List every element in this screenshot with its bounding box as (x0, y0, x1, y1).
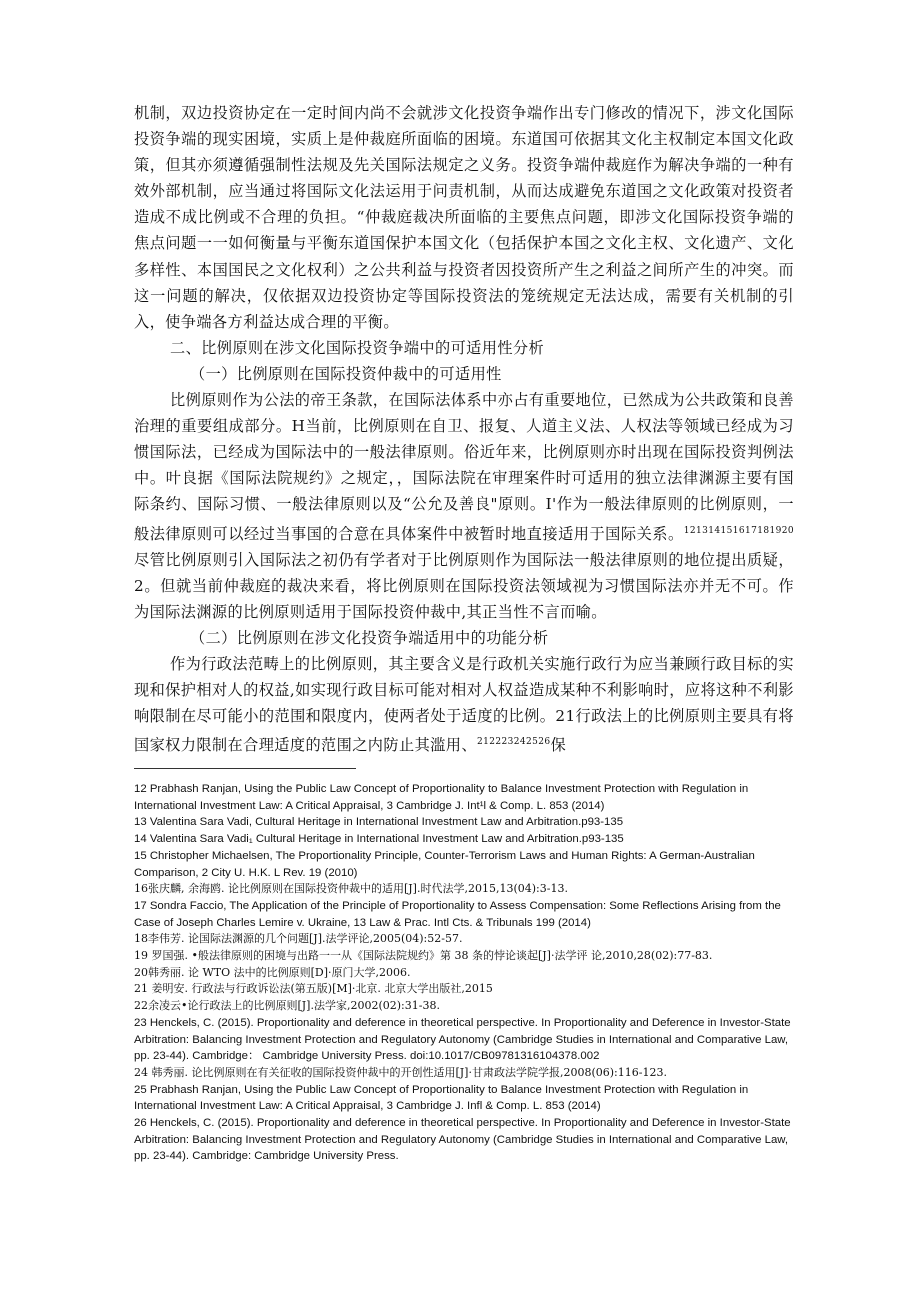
footnote: 24 韩秀丽. 论比例原则在有关征收的国际投资仲裁中的开创性适用[J]·甘肃政法学院学报,2008(06):116-123. (134, 1065, 667, 1079)
footnote: 26 Henckels, C. (2015). Proportionality and deference in theoretical perspective. In Proportionality and Deference in Investor-State Arbitration: Balancing Investment Protection and Regulatory Autonomy (Cambridge Studies in International and Comparative Law, pp. 23-44). Cambridge: Cambridge University Press. (134, 1117, 791, 1163)
footnote: 19 罗国强. •般法律原则的困境与出路一一从《国际法院规约》第 38 条的悖论谈起[J]·法学评 论,2010,28(02):77-83. (134, 949, 713, 963)
footnote-refs-2: 212223242526 (476, 737, 551, 748)
footnote-separator (134, 768, 356, 769)
body-text (134, 100, 794, 758)
paragraph-3-end: 保 (550, 736, 567, 755)
footnote: 15 Christopher Michaelsen, The Proportionality Principle, Counter-Terrorism Laws and Human Rights: A German-Australian Comparison, 2 City U. H.K. L Rev. 19 (2010) (134, 849, 755, 879)
paragraph-2-text: 比例原则作为公法的帝王条款，在国际法体系中亦占有重要地位，已然成为公共政策和良善治理的重要组成部分。H当前，比例原则在自卫、报复、人道主义法、人权法等领域已经成为习惯国际法，已经成为国际法中的一般法律原则。俗近年来，比例原则亦时出现在国际投资判例法中。叶良据《国际法院规约》之规定，，国际法院在审理案件时可适用的独立法律渊源主要有国际条约、国际习惯、一般法律原则以及“公允及善良"原则。I'作为一般法律原则的比例原则，一般法律原则可以经过当事国的合意在具体案件中被暂时地直接适用于国际关系。 (134, 391, 794, 543)
paragraph-3-text: 作为行政法范畴上的比例原则，其主要含义是行政机关实施行政行为应当兼顾行政目标的实现和保护相对人的权益,如实现行政目标可能对相对人权益造成某种不利影响时，应将这种不利影响限制在尽可能小的范围和限度内，使两者处于适度的比例。21行政法上的比例原则主要具有将国家权力限制在合理适度的范围之内防止其滥用、 (134, 655, 794, 755)
footnote-refs-1: 121314151617181920 (683, 525, 794, 536)
paragraph-2-text-b: 尽管比例原则引入国际法之初仍有学者对于比例原则作为国际法一般法律原则的地位提出质疑，2。但就当前仲裁庭的裁决来看，将比例原则在国际投资法领域视为习惯国际法亦并无不可。作为国际法渊源的比例原则适用于国际投资仲裁中,其正当性不言而喻。 (134, 550, 794, 621)
paragraph-2 (134, 387, 794, 625)
section-heading-2: 二、比例原则在涉文化国际投资争端中的可适用性分析 (170, 338, 545, 357)
footnote: 16张庆麟, 余海鸥. 论比例原则在国际投资仲裁中的适用[J].时代法学,2015,13(04):3-13. (134, 882, 568, 896)
subsection-heading-1: （一）比例原则在国际投资仲裁中的可适用性 (190, 364, 502, 383)
footnote: 18李伟芳. 论国际法渊源的几个问题[J].法学评论,2005(04):52-57. (134, 932, 463, 946)
footnote: 14 Valentina Sara Vadi₁ Cultural Heritage in International Investment Law and Arbitration.p93-135 (134, 833, 624, 846)
footnote: 22余凌云•论行政法上的比例原则[J].法学家,2002(02):31-38. (134, 999, 440, 1013)
footnote: 13 Valentina Sara Vadi, Cultural Heritage in International Investment Law and Arbitration.p93-135 (134, 816, 624, 829)
subsection-heading-2: （二）比例原则在涉文化投资争端适用中的功能分析 (190, 628, 549, 647)
paragraph-1: 机制，双边投资协定在一定时间内尚不会就涉文化投资争端作出专门修改的情况下，涉文化国际投资争端的现实困境，实质上是仲裁庭所面临的困境。东道国可依据其文化主权制定本国文化政策，但其亦须遵循强制性法规及先关国际法规定之义务。投资争端仲裁庭作为解决争端的一种有效外部机制，应当通过将国际文化法运用于问责机制，从而达成避免东道国之文化政策对投资者造成不成比例或不合理的负担。“仲裁庭裁决所面临的主要焦点问题，即涉文化国际投资争端的焦点问题一一如何衡量与平衡东道国保护本国文化（包括保护本国之文化主权、文化遗产、文化多样性、本国国民之文化权利）之公共利益与投资者因投资所产生之利益之间所产生的冲突。而这一问题的解决，仅依据双边投资协定等国际投资法的笼统规定无法达成，需要有关机制的引入，使争端各方利益达成合理的平衡。 (134, 104, 794, 331)
footnote: 23 Henckels, C. (2015). Proportionality and deference in theoretical perspective. In Proportionality and Deference in Investor-State Arbitration: Balancing Investment Protection and Regulatory Autonomy (Cambridge Studies in International and Comparative Law, pp. 23-44). Cambridge： Cambridge University Press. doi:10.1017/CB09781316104378.002 (134, 1016, 791, 1063)
footnote: 25 Prabhash Ranjan, Using the Public Law Concept of Proportionality to Balance Investment Protection with Regulation in International Investment Law: A Critical Appraisal, 3 Cambridge J. Infl & Comp. L. 853 (2014) (134, 1083, 749, 1113)
footnote: 21 姜明安. 行政法与行政诉讼法(第五版)[M]·北京. 北京大学出版社,2015 (134, 982, 493, 996)
footnotes (134, 781, 799, 1165)
footnote: 17 Sondra Faccio, The Application of the Principle of Proportionality to Assess Compensation: Some Reflections Arising from the Case of Joseph Charles Lemire v. Ukraine, 13 Law & Prac. Intl Cts. & Tribunals 199 (2014) (134, 899, 781, 929)
footnote: 12 Prabhash Ranjan, Using the Public Law Concept of Proportionality to Balance Investment Protection with Regulation in International Investment Law: A Critical Appraisal, 3 Cambridge J. Int¹l & Comp. L. 853 (2014) (134, 783, 749, 812)
footnote: 20韩秀丽. 论 WTO 法中的比例原则[D]·原门大学,2006. (134, 965, 411, 979)
paragraph-3 (134, 651, 794, 758)
